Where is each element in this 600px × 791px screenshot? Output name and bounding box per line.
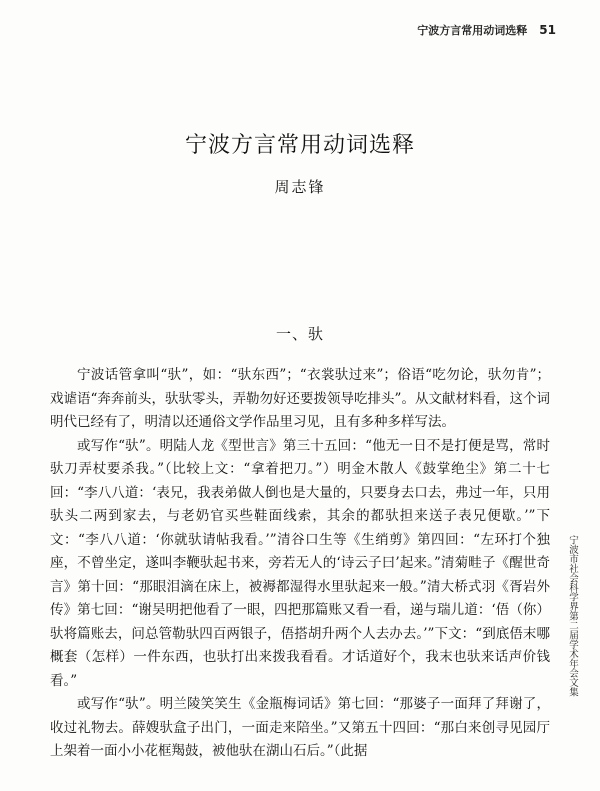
running-title: 宁波方言常用动词选释	[417, 24, 528, 37]
article-title: 宁波方言常用动词选释	[184, 133, 415, 158]
article-author: 周志锋	[274, 178, 326, 196]
running-header	[417, 22, 556, 38]
side-caption: 宁波市社会科学界第二届学术年会文集	[567, 535, 578, 697]
page-number: 51	[539, 23, 556, 37]
paragraph: 或写作“驮”。明陆人龙《型世言》第三十五回：“他无一日不是打便是骂，常时驮刀弄杖要杀我。”（比较上文：“拿着把刀。”）明金木散人《鼓掌绝尘》第二十七回：“李八八道：‘表兄，我表弟做人倒也是大量的，只要身去口去，弗过一年，只用驮头二两到家去，与老奶官买些鞋面线索，其余的都驮担来送子表兄便歇。’”下文：“李八八道：‘你就驮请帖我看。’”清谷口生等《生绡剪》第四回：“左环打个独座，不曾坐定，遂叫李鞭驮起书来，旁若无人的‘诗云子曰’起来。”清菊畦子《醒世奇言》第十回：“那眼泪滴在床上，被褥都湿得水里驮起来一般。”清大桥式羽《胥岩外传》第七回：“谢吴明把他看了一眼，四把那篇账又看一看，递与瑞儿道：‘俉（你）驮将篇账去，问总管勒驮四百两银子，俉搭胡升两个人去办去。’”下文：“到底俉末哪概套（怎样）一件东西，也驮打出来拨我看看。才话道好个，我末也驮来话声价钱看。”	[50, 437, 550, 689]
section-heading: 一、驮	[275, 325, 324, 343]
paragraph: 宁波话管拿叫“驮”，如：“驮东西”；“衣裳驮过来”；俗语“吃勿论，驮勿肯”；戏谑语“奔奔前头，驮驮零头，弄勒勿好还要拨领导吃排头”。从文献材料看，这个词明代已经有了，明清以还通俗文学作品里习见，且有多种多样写法。	[50, 367, 550, 430]
article-body	[50, 364, 550, 764]
paragraph: 或写作“驮”。明兰陵笑笑生《金瓶梅词话》第七回：“那婆子一面拜了拜谢了，收过礼物去。薛嫂驮盒子出门，一面走来陪坐。”又第五十四回：“那白来创寻见园厅上架着一面小小花框羯鼓，被他驮在湖山石后。”（此据	[50, 696, 550, 759]
